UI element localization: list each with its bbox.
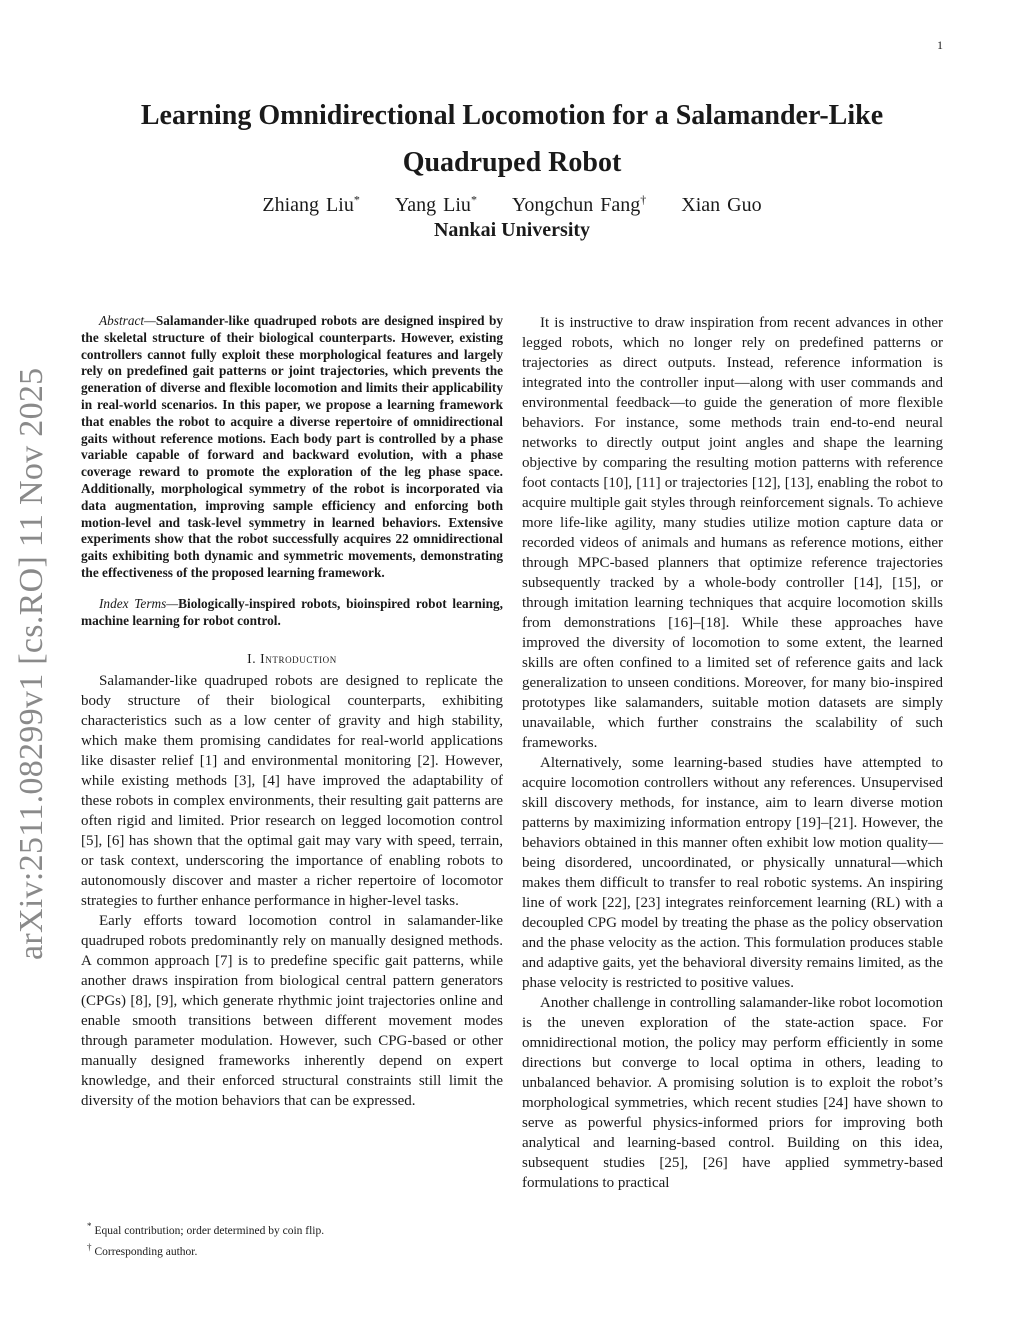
left-column xyxy=(81,313,503,1111)
right-column xyxy=(522,313,943,1193)
affiliation: Nankai University xyxy=(433,219,591,241)
author-name: Yang Liu xyxy=(394,193,471,216)
author-name: Xian Guo xyxy=(681,193,762,216)
index-terms-text: Biologically-inspired robots, bioinspired robot learning, machine learning for robot control. xyxy=(81,595,503,628)
title-line-2: Quadruped Robot xyxy=(402,147,622,178)
introduction-left-body xyxy=(81,671,503,1111)
author-mark: † xyxy=(640,192,647,206)
introduction-right-body xyxy=(522,313,943,1193)
footnotes xyxy=(81,1218,503,1260)
index-terms xyxy=(81,596,503,630)
author-3 xyxy=(512,194,646,216)
author-list xyxy=(80,192,944,217)
abstract-lead: Abstract— xyxy=(99,313,156,328)
footnote-equal-contribution xyxy=(81,1218,503,1239)
author-2 xyxy=(395,194,477,216)
author-mark: * xyxy=(470,192,477,206)
paragraph: Salamander-like quadruped robots are designed to replicate the body structure of their biological counterparts, exhibiting characteristics such as a low center of gravity and high stability, which make them promising candidates for real-world applications like disaster relief [1] and environmental monitoring [2]. However, while existing methods [3], [4] have improved the adaptability of these robots in complex environments, their resulting gait patterns are often rigid and limited. Prior research on legged locomotion control [5], [6] has shown that the optimal gait may vary with speed, terrain, or task context, underscoring the importance of enabling robots to autonomously discover and master a richer repertoire of locomotor strategies to further enhance performance in higher-level tasks. xyxy=(81,673,503,910)
index-terms-lead: Index Terms— xyxy=(99,595,179,611)
author-name: Zhiang Liu xyxy=(262,193,354,216)
abstract-text: Salamander-like quadruped robots are designed inspired by the skeletal structure of their biological counterparts. However, existing controllers cannot fully exploit these morphological features and largely rely on predefined gait patterns or joint trajectories, which prevents the generation of diverse and flexible locomotion and limits their applicability in real-world scenarios. In this paper, we propose a learning framework that enables the robot to acquire a diverse repertoire of omnidirectional gaits without reference motions. Each body part is controlled by a phase variable capable of forward and backward evolution, with a phase coverage reward to promote the exploration of the leg phase space. Additionally, morphological symmetry of the robot is incorporated via data augmentation, improving sample efficiency and enforcing both motion-level and task-level symmetry in learned behaviors. Extensive experiments show that the robot successfully acquires 22 omnidirectional gaits exhibiting both dynamic and symmetric movements, demonstrating the effectiveness of the proposed learning framework. xyxy=(81,313,503,580)
author-1 xyxy=(262,194,359,216)
author-4 xyxy=(681,194,761,216)
paragraph: It is instructive to draw inspiration from recent advances in other legged robots, which no longer rely on predefined patterns or trajectories as direct outputs. Instead, reference information is integrated into the controller input—along with user commands and environmental feedback—to guide the generation of more flexible behaviors. For instance, some methods train end-to-end neural networks to directly output joint angles and shape the learning objective by comparing the resulting motion patterns with reference foot contacts [10], [11] or trajectories [12], [13], enabling the robot to acquire multiple gait styles through reinforcement signals. To achieve more life-like agility, many studies utilize motion capture data or recorded videos of animals and humans as reference motions, either through MPC-based planners that optimize reference trajectories subsequently tracked by a whole-body controller [14], [15], or through imitation learning techniques that acquire locomotion skills from demonstrations [16]–[18]. While these approaches have improved the diversity of locomotion to some extent, the learned skills are often confined to a limited set of reference gaits and lack generalization to unseen conditions. Moreover, for many bio-inspired prototypes like salamanders, suitable motion datasets are simply unavailable, which further constrains the scalability of such frameworks. xyxy=(522,315,943,751)
paragraph: Another challenge in controlling salamander-like robot locomotion is the uneven exploration of the state-action space. For omnidirectional motion, the policy may perform efficiently in some directions but converge to local optima in others, leading to unbalanced behavior. A promising solution is to exploit the robot’s morphological symmetries, which recent studies [24] have shown to serve as powerful physics-informed priors for improving both analytical and learning-based control. Building on this idea, subsequent studies [25], [26] have applied symmetry-based formulations to practical xyxy=(522,995,943,1191)
footnote-mark: † xyxy=(87,1241,92,1252)
title-line-1: Learning Omnidirectional Locomotion for a Salamander-Like xyxy=(140,100,884,131)
author-mark: * xyxy=(353,192,360,206)
author-name: Yongchun Fang xyxy=(511,193,641,216)
footnote-corresponding-author xyxy=(81,1239,503,1260)
abstract xyxy=(81,313,503,582)
paragraph: Early efforts toward locomotion control in salamander-like quadruped robots predominantly rely on manually designed methods. A common approach [7] is to predefine specific gait patterns, while another draws inspiration from biological central pattern generators (CPGs) [8], [9], which generate rhythmic joint trajectories online and enable smooth transitions between different movement modes through parameter modulation. However, such CPG-based or other manually designed frameworks inherently depend on expert knowledge, and their enforced structural constraints still limit the diversity of the motion behaviors that can be expressed. xyxy=(81,913,503,1110)
paragraph: Alternatively, some learning-based studies have attempted to acquire locomotion controllers without any references. Unsupervised skill discovery methods, for instance, aim to learn diverse motion patterns by maximizing information entropy [19]–[21]. However, the behaviors obtained in this manner often exhibit low motion quality—being disordered, uncoordinated, or physically unnatural—which makes them difficult to transfer to real robotic systems. An inspiring line of work [22], [23] integrates reinforcement learning (RL) with a decoupled CPG model by treating the phase as the policy observation and the phase velocity as the action. This formulation produces stable and adaptive gaits, yet the behavioral diversity remains limited, as the phase velocity is restricted to positive values. xyxy=(522,755,943,991)
paper-title xyxy=(80,92,944,186)
footnote-text: Corresponding author. xyxy=(94,1245,198,1258)
page-number: 1 xyxy=(937,38,943,52)
section-heading-introduction: I. Introduction xyxy=(247,651,337,667)
arxiv-identifier-stamp: arXiv:2511.08299v1 [cs.RO] 11 Nov 2025 xyxy=(13,367,50,960)
footnote-text: Equal contribution; order determined by coin flip. xyxy=(94,1224,325,1237)
footnote-mark: * xyxy=(87,1221,92,1231)
